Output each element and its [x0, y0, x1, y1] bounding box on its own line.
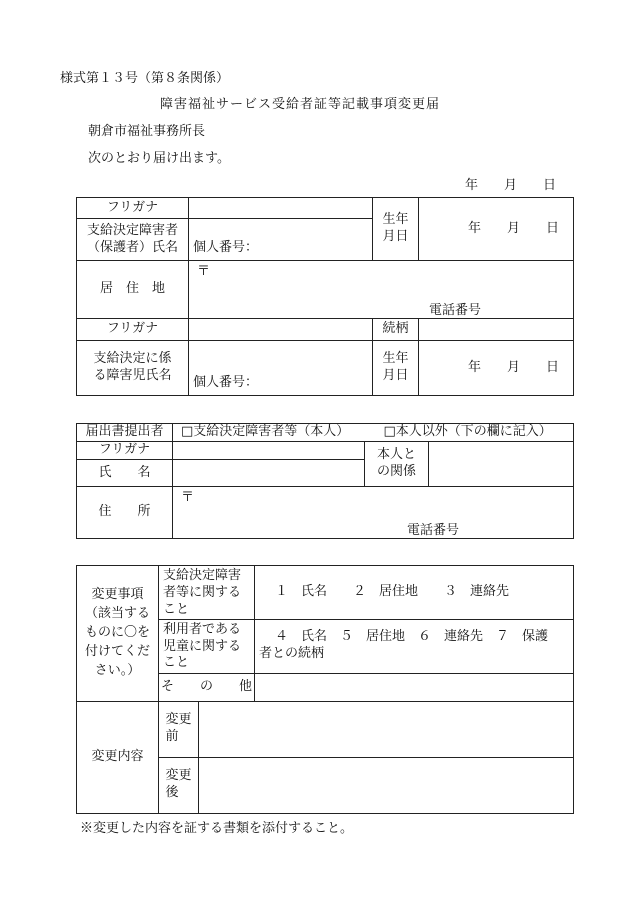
- submitter-name-field[interactable]: [173, 460, 365, 487]
- relation-label-line1: 本人と: [376, 447, 416, 463]
- recipient-birth-date[interactable]: 年 月 日: [419, 198, 574, 261]
- child-birth-date[interactable]: 年 月 日: [419, 341, 574, 396]
- relation-label: [365, 442, 429, 487]
- before-label-line2: 前: [165, 729, 179, 745]
- birth-label-line1: 生年: [382, 212, 409, 228]
- recipient-group-label: [159, 566, 255, 620]
- birth-label-2: [373, 341, 419, 396]
- option-self[interactable]: [181, 424, 349, 441]
- recipient-name-label-line2: （保護者）氏名: [86, 239, 178, 255]
- checkbox-icon[interactable]: □: [181, 424, 194, 440]
- phone-label: 電話番号: [407, 523, 460, 538]
- relation-label-line2: の関係: [376, 464, 416, 479]
- furigana-label-2: フリガナ: [77, 319, 189, 341]
- change-items-label-line4: 付けてくだ: [84, 643, 150, 659]
- postal-mark: 〒: [197, 264, 211, 279]
- submitter-info-table: [76, 423, 574, 539]
- option-other-label: 本人以外（下の欄に記入）: [395, 424, 552, 440]
- submitter-furigana-label: フリガナ: [77, 442, 173, 460]
- address-label: 居 住 地: [77, 261, 189, 319]
- after-content-field[interactable]: [199, 757, 574, 813]
- submitter-address-label: 住 所: [77, 487, 173, 539]
- after-label-line1: 変更: [165, 768, 192, 784]
- child-group-line2: 児童に関する: [163, 638, 242, 654]
- child-name-field[interactable]: [189, 341, 373, 396]
- change-items-table: [76, 565, 574, 814]
- attachment-note: ※変更した内容を証する書類を添付すること。: [80, 821, 354, 836]
- before-label-line1: 変更: [165, 712, 192, 728]
- recipient-group-line1: 支給決定障害: [163, 568, 242, 583]
- recipient-furigana-field[interactable]: [189, 198, 373, 219]
- submitter-furigana-field[interactable]: [173, 442, 365, 460]
- child-name-label-line1: 支給決定に係: [93, 351, 172, 367]
- child-name-label-line2: る障害児氏名: [93, 368, 172, 383]
- submitter-name-label: 氏 名: [77, 460, 173, 487]
- child-group-line1: 利用者である: [163, 621, 242, 637]
- option-other[interactable]: [383, 424, 551, 441]
- birth-label: [373, 198, 419, 261]
- recipient-name-label: [77, 219, 189, 261]
- change-items-label-line5: さい。）: [94, 662, 141, 678]
- form-number: 様式第１３号（第８条関係）: [60, 71, 230, 86]
- child-group-line3: こと: [163, 655, 190, 671]
- form-title: 障害福祉サービス受給者証等記載事項変更届: [160, 97, 441, 112]
- child-furigana-field[interactable]: [189, 319, 373, 341]
- birth-label-2-line2: 月日: [382, 368, 409, 383]
- child-options-line1: ４ 氏名 ５ 居住地 ６ 連絡先 ７ 保護: [275, 629, 549, 645]
- child-options-line2: 者との続柄: [259, 646, 325, 662]
- other-label: そ の 他: [159, 673, 255, 701]
- recipient-info-table: [76, 197, 574, 396]
- relation-field[interactable]: [429, 442, 574, 487]
- birth-label-line2: 月日: [382, 229, 409, 244]
- child-name-label: [77, 341, 189, 396]
- intro-text: 次のとおり届け出ます。: [88, 151, 230, 166]
- recipient-name-field[interactable]: [189, 219, 373, 261]
- recipient-group-line2: 者等に関する: [163, 584, 242, 600]
- phone-label: 電話番号: [429, 303, 482, 318]
- other-field[interactable]: [255, 673, 574, 701]
- before-label: [159, 701, 199, 757]
- address-field[interactable]: [189, 261, 574, 319]
- child-group-label: [159, 619, 255, 673]
- before-content-field[interactable]: [199, 701, 574, 757]
- recipient-office: 朝倉市福祉事務所長: [88, 124, 206, 139]
- change-items-label-line2: （該当する: [84, 606, 150, 622]
- change-items-label-line3: ものに〇を: [84, 624, 150, 640]
- relationship-field[interactable]: [419, 319, 574, 341]
- submission-date: 年 月 日: [465, 178, 557, 193]
- change-items-label-line1: 変更事項: [91, 587, 144, 603]
- after-label-line2: 後: [165, 785, 179, 801]
- recipient-name-label-line1: 支給決定障害者: [86, 222, 178, 238]
- change-content-label: 変更内容: [77, 701, 159, 813]
- furigana-label: フリガナ: [77, 198, 189, 219]
- option-self-label: 支給決定障害者等（本人）: [193, 424, 350, 440]
- change-items-label: [77, 566, 159, 702]
- child-change-options[interactable]: [255, 619, 574, 673]
- submitter-label: 届出書提出者: [77, 424, 173, 442]
- recipient-change-options[interactable]: １ 氏名 ２ 居住地 ３ 連絡先: [255, 566, 574, 620]
- postal-mark: 〒: [181, 490, 195, 505]
- after-label: [159, 757, 199, 813]
- birth-label-2-line1: 生年: [382, 351, 409, 367]
- relationship-label: 続柄: [373, 319, 419, 341]
- recipient-group-line3: こと: [163, 601, 190, 617]
- personal-number-label: 個人番号：: [193, 240, 259, 256]
- personal-number-label-2: 個人番号：: [193, 375, 259, 391]
- submitter-address-field[interactable]: [173, 487, 574, 539]
- submitter-options: [173, 424, 574, 442]
- checkbox-icon[interactable]: □: [383, 424, 396, 440]
